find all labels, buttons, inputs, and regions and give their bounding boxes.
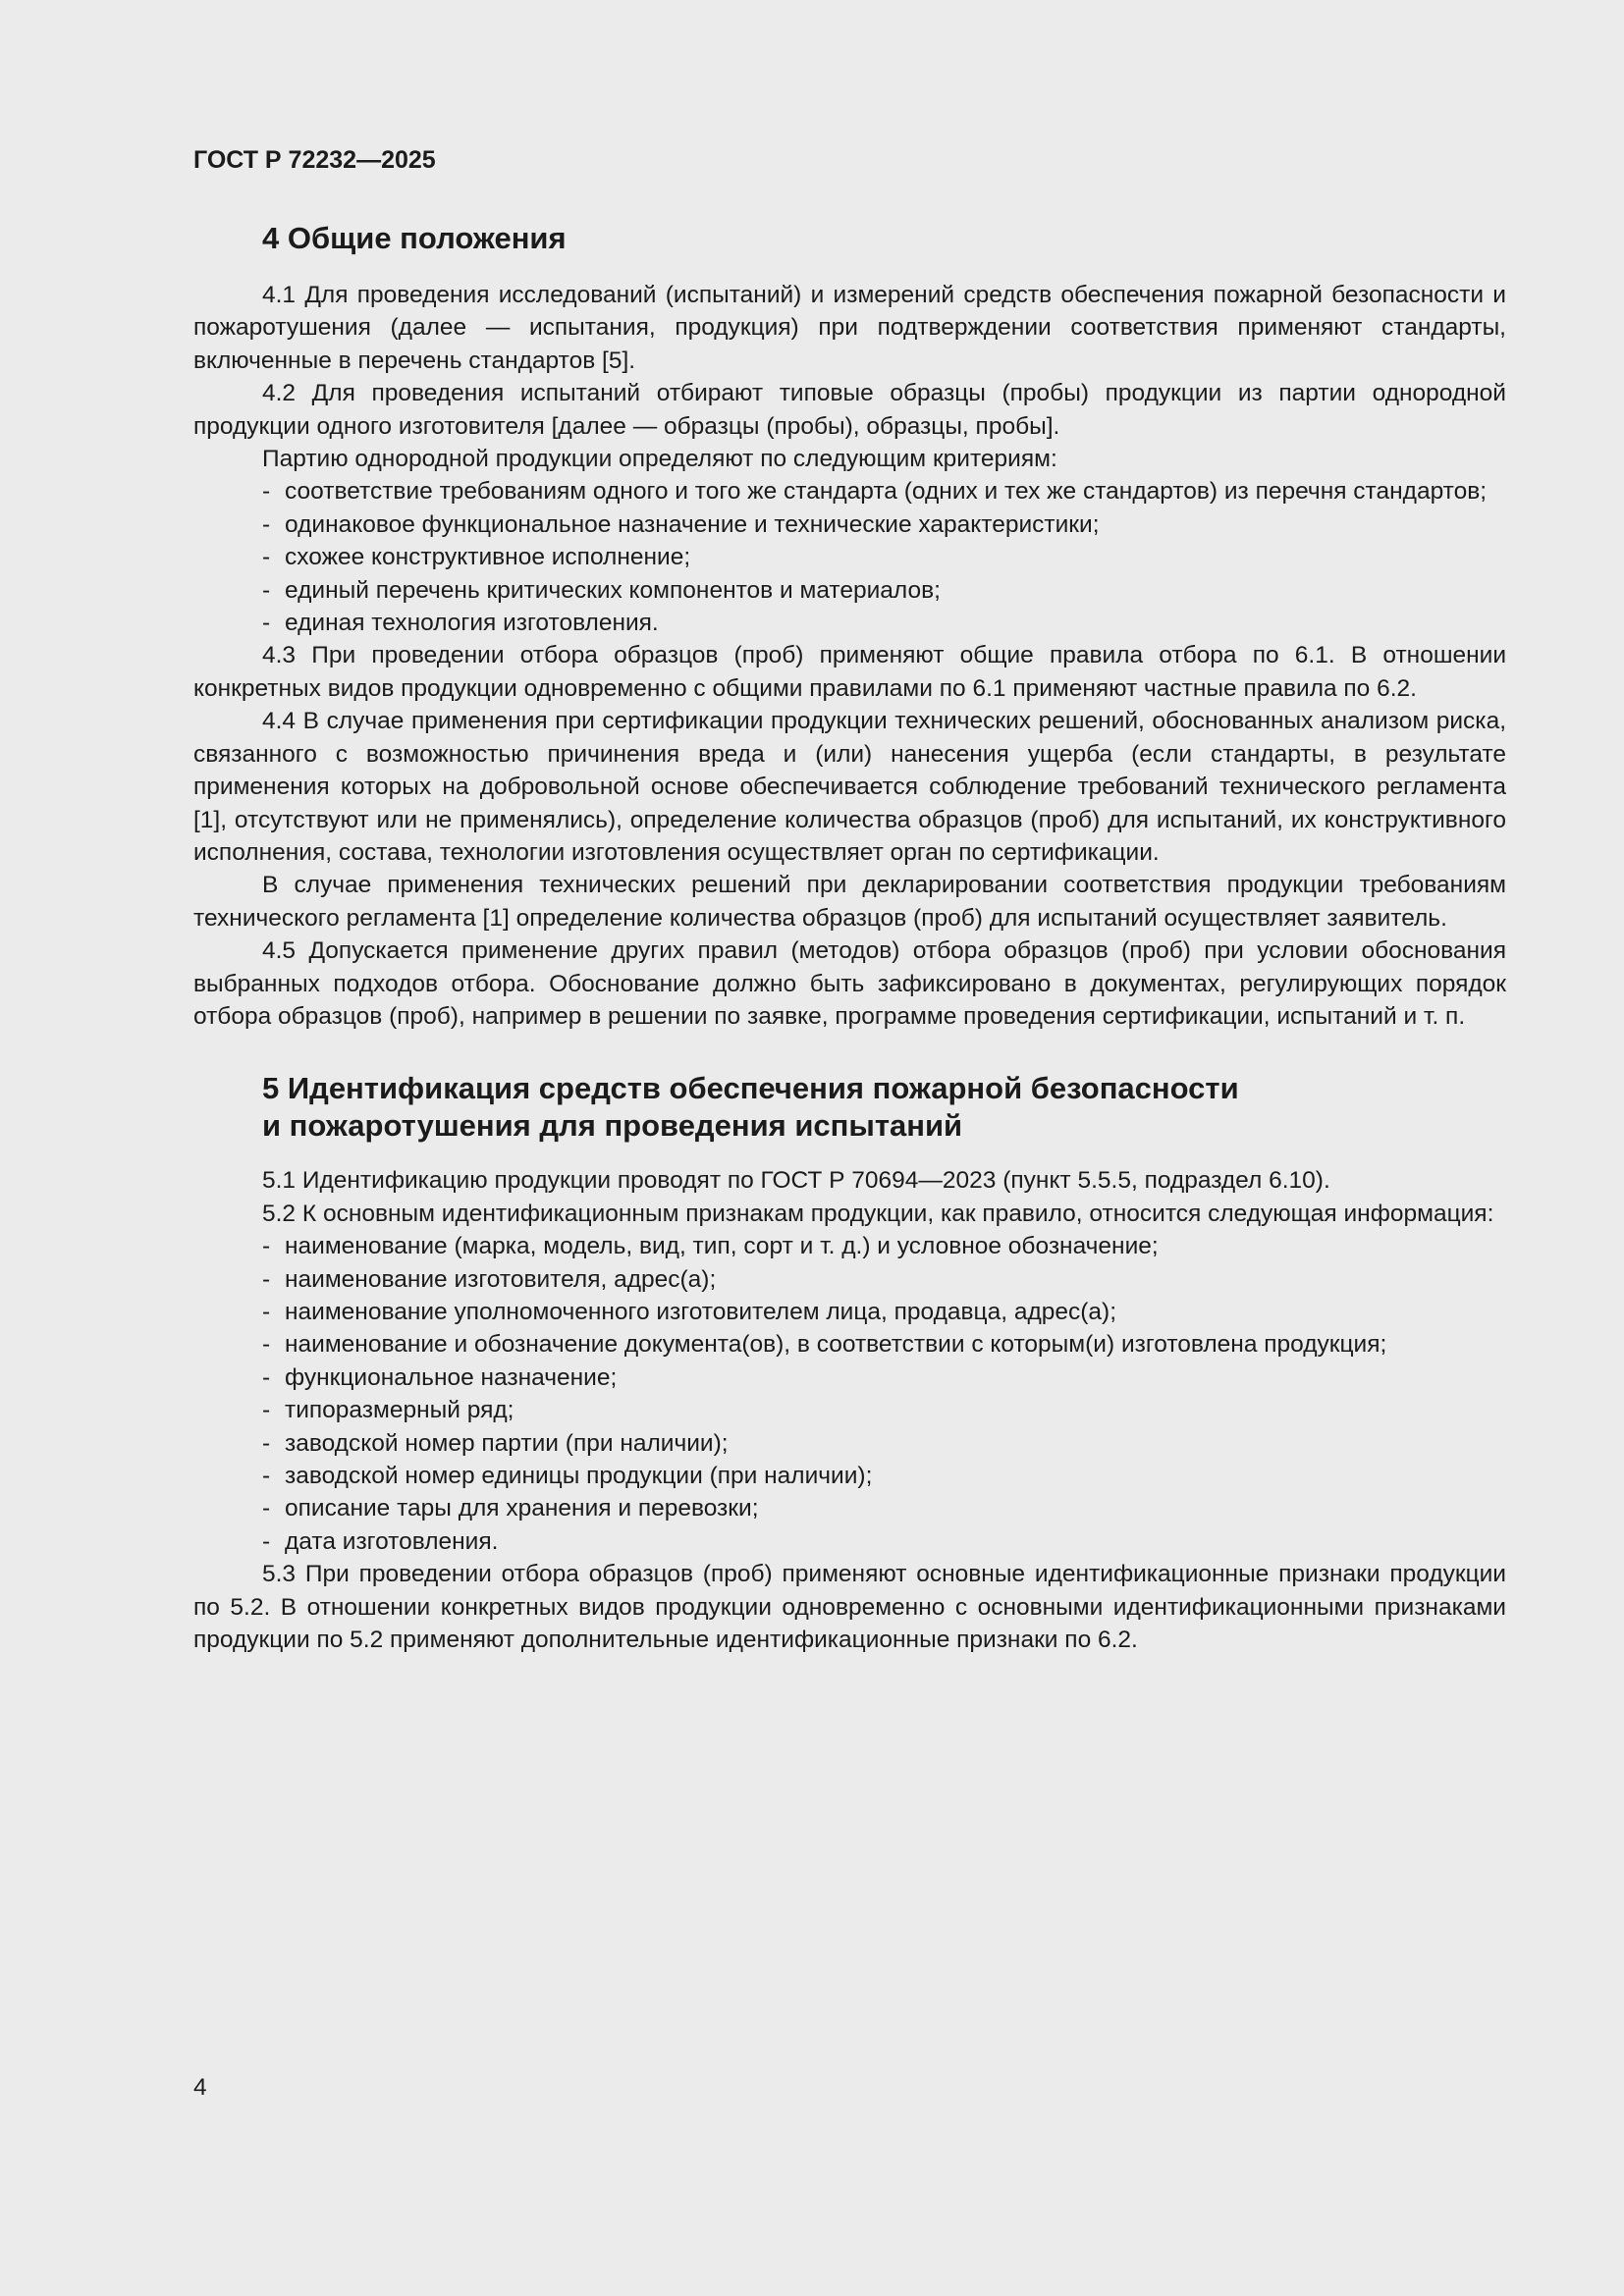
list-item: [193, 1362, 1506, 1394]
list-item-text: одинаковое функциональное назначение и технические характеристики;: [285, 510, 1100, 538]
list-item-text: дата изготовления.: [285, 1527, 499, 1555]
list-item: [193, 1525, 1506, 1558]
list-item-text: соответствие требованиям одного и того же стандарта (одних и тех же стандартов) из перечня стандартов;: [285, 478, 1488, 506]
list-item: [193, 1263, 1506, 1296]
list-item: [193, 1328, 1506, 1361]
list-item: [193, 1394, 1506, 1426]
identification-features-list: [193, 1230, 1506, 1558]
list-dash: -: [262, 1463, 271, 1489]
list-dash: -: [262, 478, 271, 506]
list-item-text: заводской номер единицы продукции (при наличии);: [285, 1463, 873, 1489]
section-5-title-line-2: и пожаротушения для проведения испытаний: [262, 1108, 963, 1144]
paragraph-5-3: 5.3 При проведении отбора образцов (проб) применяют основные идентификационные признаки продукции по 5.2. В отношении конкретных видов продукции одновременно с основными идентификационными признаками продукции по 5.2 применяют дополнительные идентификационные признаки по 6.2.: [193, 1561, 1506, 1654]
section-4-title: 4 Общие положения: [262, 221, 567, 255]
paragraph-4-1: 4.1 Для проведения исследований (испытаний) и измерений средств обеспечения пожарной безопасности и пожаротушения (далее — испытания, продукция) при подтверждении соответствия применяют стандарты, включенные в перечень стандартов [5].: [193, 282, 1506, 374]
list-dash: -: [262, 1298, 271, 1325]
list-item-text: функциональное назначение;: [285, 1363, 618, 1391]
section-5-title: [193, 1070, 1506, 1145]
paragraph-4-3: 4.3 При проведении отбора образцов (проб) применяют общие правила отбора по 6.1. В отношении конкретных видов продукции одновременно с общими правилами по 6.1 применяют частные правила по 6.2.: [193, 642, 1506, 702]
list-dash: -: [262, 610, 271, 637]
document-header: ГОСТ Р 72232—2025: [193, 146, 436, 174]
criteria-list: [193, 475, 1506, 639]
list-item-text: типоразмерный ряд;: [285, 1397, 514, 1424]
list-item: [193, 1427, 1506, 1460]
list-dash: -: [262, 544, 271, 571]
list-item: [193, 574, 1506, 607]
document-page: [193, 145, 1506, 1656]
paragraph-5-1: 5.1 Идентификацию продукции проводят по ГОСТ Р 70694—2023 (пункт 5.5.5, подраздел 6.10).: [262, 1167, 1330, 1195]
list-item-text: описание тары для хранения и перевозки;: [285, 1495, 759, 1522]
list-dash: -: [262, 576, 271, 604]
list-item-text: заводской номер партии (при наличии);: [285, 1429, 729, 1457]
section-5-title-line-1: 5 Идентификация средств обеспечения пожарной безопасности: [262, 1071, 1239, 1106]
page-number: 4: [193, 2074, 207, 2101]
list-dash: -: [262, 1397, 271, 1424]
list-item-text: наименование изготовителя, адрес(а);: [285, 1265, 717, 1293]
paragraph-4-4-declaration: В случае применения технических решений при декларировании соответствия продукции требованиям технического регламента [1] определение количества образцов (проб) для испытаний осуществляет заявитель.: [193, 872, 1506, 932]
list-item-text: схожее конструктивное исполнение;: [285, 544, 691, 571]
list-item-text: наименование (марка, модель, вид, тип, сорт и т. д.) и условное обозначение;: [285, 1233, 1159, 1260]
list-item: [193, 607, 1506, 639]
list-dash: -: [262, 1495, 271, 1522]
list-item: [193, 541, 1506, 573]
paragraph-4-5: 4.5 Допускается применение других правил (методов) отбора образцов (проб) при условии обоснования выбранных подходов отбора. Обоснование должно быть зафиксировано в документах, регулирующих порядок отбора образцов (проб), например в решении по заявке, программе проведения сертификации, испытаний и т. п.: [193, 937, 1506, 1030]
list-item-text: единый перечень критических компонентов и материалов;: [285, 576, 941, 604]
list-item: [193, 1296, 1506, 1328]
paragraph-5-2: 5.2 К основным идентификационным признакам продукции, как правило, относится следующая информация:: [262, 1200, 1494, 1227]
list-item: [193, 1460, 1506, 1492]
list-item: [193, 1492, 1506, 1524]
list-item: [193, 1230, 1506, 1262]
list-item-text: единая технология изготовления.: [285, 610, 659, 637]
list-dash: -: [262, 1233, 271, 1260]
list-dash: -: [262, 1363, 271, 1391]
list-item-text: наименование уполномоченного изготовителем лица, продавца, адрес(а);: [285, 1298, 1116, 1325]
list-item: [193, 508, 1506, 541]
list-dash: -: [262, 510, 271, 538]
paragraph-4-4: 4.4 В случае применения при сертификации продукции технических решений, обоснованных анализом риска, связанного с возможностью причинения вреда и (или) нанесения ущерба (если стандарты, в результате применения которых на добровольной основе обеспечивается соблюдение требований технического регламента [1], отсутствуют или не применялись), определение количества образцов (проб) для испытаний, их конструктивного исполнения, состава, технологии изготовления осуществляет орган по сертификации.: [193, 708, 1506, 866]
list-dash: -: [262, 1429, 271, 1457]
paragraph-4-2-criteria: Партию однородной продукции определяют по следующим критериям:: [262, 446, 1057, 473]
list-dash: -: [262, 1527, 271, 1555]
list-dash: -: [262, 1265, 271, 1293]
paragraph-4-2: 4.2 Для проведения испытаний отбирают типовые образцы (пробы) продукции из партии однородной продукции одного изготовителя [далее — образцы (пробы), образцы, пробы].: [193, 380, 1506, 440]
list-item-text: наименование и обозначение документа(ов), в соответствии с которым(и) изготовлена продукция;: [285, 1331, 1387, 1359]
list-item: [193, 475, 1506, 507]
list-dash: -: [262, 1331, 271, 1359]
